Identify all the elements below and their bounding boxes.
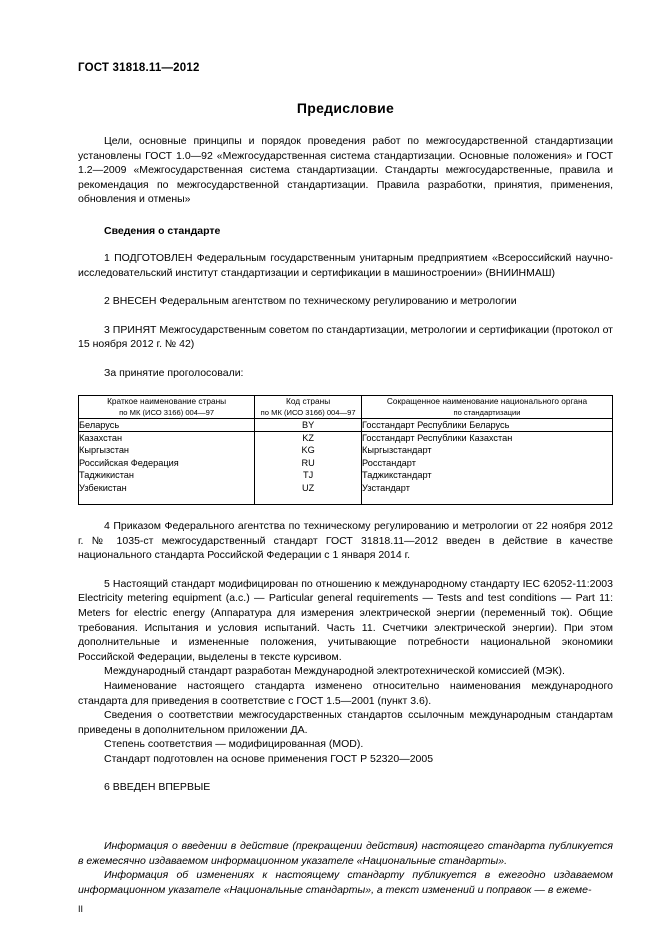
vote-intro: За принятие проголосовали: bbox=[104, 366, 244, 379]
cell-code: KG bbox=[255, 444, 362, 456]
cell-body: Таджикстандарт bbox=[362, 469, 613, 481]
clause-5: 5 Настоящий стандарт модифицирован по отношению к международному стандарту IEC 62052-11:2003 Electricity metering equipment (a.c.) — Particular general requirements — Tests and test conditions — Part 11: Meters for electric energy (Аппаратура для измерения электрической энергии (переменный ток). Общие требования. Испытания и условия испытаний. Часть 11. Счетчики электрической энергии). При этом дополнительные и измененные положения, учитывающие потребности национальной экономики Российской Федерации, выделены в тексте курсивом. bbox=[78, 577, 613, 663]
section-heading: Сведения о стандарте bbox=[104, 224, 221, 237]
cell-body: Росстандарт bbox=[362, 457, 613, 469]
cell-country: Казахстан bbox=[79, 431, 255, 444]
table-row bbox=[79, 469, 613, 481]
clause-2: 2 ВНЕСЕН Федеральным агентством по техническому регулированию и метрологии bbox=[104, 295, 517, 308]
clause-5-p6: Стандарт подготовлен на основе применения ГОСТ Р 52320—2005 bbox=[104, 752, 434, 765]
cell-code: KZ bbox=[255, 431, 362, 444]
footnote-1: Информация о введении в действие (прекращении действия) настоящего стандарта публикуется в ежемесячно издаваемом информационном указателе «Национальные стандарты». bbox=[78, 840, 613, 867]
clause-5-p2: Международный стандарт разработан Международной электротехнической комиссией (МЭК). bbox=[104, 665, 565, 678]
cell-body: Госстандарт Республики Беларусь bbox=[362, 418, 613, 431]
clause-3: 3 ПРИНЯТ Межгосударственным советом по стандартизации, метрологии и сертификации (протокол от 15 ноября 2012 г. № 42) bbox=[78, 323, 613, 351]
table-header-country-line1: Краткое наименование страны bbox=[107, 395, 227, 406]
table-header-row bbox=[79, 395, 613, 418]
table-row bbox=[79, 457, 613, 469]
table-header-code bbox=[255, 395, 362, 418]
cell-country: Кыргызстан bbox=[79, 444, 255, 456]
table-header-country bbox=[79, 395, 255, 418]
country-table bbox=[78, 395, 613, 505]
table-row bbox=[79, 431, 613, 444]
table-row bbox=[79, 444, 613, 456]
clause-5-p3: Наименование настоящего стандарта изменено относительно наименования международного стандарта для приведения в соответствие с ГОСТ 1.5—2001 (пункт 3.6). bbox=[78, 679, 613, 707]
cell-code: RU bbox=[255, 457, 362, 469]
cell-body: Кыргызстандарт bbox=[362, 444, 613, 456]
cell-body: Госстандарт Республики Казахстан bbox=[362, 431, 613, 444]
page-number: II bbox=[78, 904, 84, 914]
page-title: Предисловие bbox=[296, 100, 395, 116]
clause-5-p4: Сведения о соответствии межгосударственных стандартов ссылочным международным стандартам приведены в дополнительном приложении ДА. bbox=[78, 709, 613, 736]
intro-paragraph: Цели, основные принципы и порядок проведения работ по межгосударственной стандартизации установлены ГОСТ 1.0—92 «Межгосударственная система стандартизации. Основные положения» и ГОСТ 1.2—2009 «Межгосударственная система стандартизации. Стандарты межгосударственные, правила и рекомендация по межгосударственной стандартизации. Правила разработки, принятия, применения, обновления и отмены» bbox=[78, 135, 613, 206]
footnotes bbox=[78, 839, 613, 897]
table-row bbox=[79, 418, 613, 431]
footnote-2: Информация об изменениях к настоящему стандарту публикуется в ежегодно издаваемом информационном указателе «Национальные стандарты», а текст изменений и поправок — в ежеме- bbox=[78, 869, 613, 896]
clause-4: 4 Приказом Федерального агентства по техническому регулированию и метрологии от 22 ноября 2012 г. № 1035-ст межгосударственный стандарт ГОСТ 31818.11—2012 введен в действие в качестве национального стандарта Российской Федерации с 1 января 2014 г. bbox=[78, 519, 613, 562]
table-header-body bbox=[362, 395, 613, 418]
table-header-code-line1: Код страны bbox=[286, 395, 331, 406]
cell-body: Узстандарт bbox=[362, 482, 613, 505]
cell-code: UZ bbox=[255, 482, 362, 505]
document-header: ГОСТ 31818.11—2012 bbox=[78, 62, 200, 74]
clause-5-p5: Степень соответствия — модифицированная (MOD). bbox=[104, 738, 364, 751]
cell-country: Российская Федерация bbox=[79, 457, 255, 469]
clause-1: 1 ПОДГОТОВЛЕН Федеральным государственным унитарным предприятием «Всероссийский научно-исследовательский институт стандартизации и сертификации в машиностроении» (ВНИИНМАШ) bbox=[78, 251, 613, 279]
table-header-body-line2: по стандартизации bbox=[453, 407, 521, 417]
table-row bbox=[79, 482, 613, 505]
cell-country: Таджикистан bbox=[79, 469, 255, 481]
table-header-body-line1: Сокращенное наименование национального органа bbox=[386, 395, 588, 406]
cell-code: TJ bbox=[255, 469, 362, 481]
cell-code: BY bbox=[255, 418, 362, 431]
cell-country: Узбекистан bbox=[79, 482, 255, 505]
cell-country: Беларусь bbox=[79, 418, 255, 431]
table-header-country-line2: по МК (ИСО 3166) 004—97 bbox=[119, 407, 215, 417]
table-header-code-line2: по МК (ИСО 3166) 004—97 bbox=[260, 407, 356, 417]
clause-6: 6 ВВЕДЕН ВПЕРВЫЕ bbox=[104, 781, 211, 794]
